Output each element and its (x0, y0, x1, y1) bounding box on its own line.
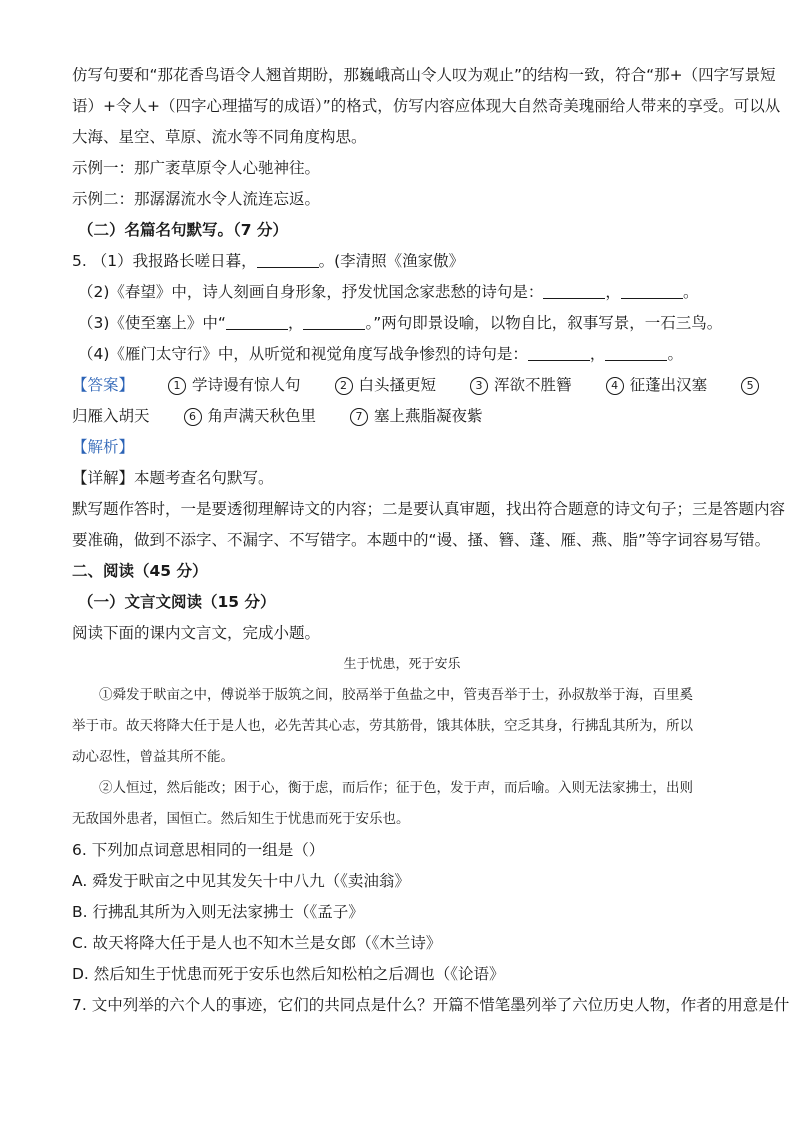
answer-blank[interactable] (543, 284, 605, 299)
passage-p1-line-2: 举于市。故天将降大任于是人也，必先苦其心志，劳其筋骨，饿其体肤，空乏其身，行拂乱其所为，所以 (72, 718, 693, 734)
answer-item-7 (350, 401, 483, 432)
question-6: 6. 下列加点词意思相同的一组是（） (72, 841, 325, 859)
answer-label: 【答案】 (72, 376, 135, 394)
q5-2-suffix: 。 (682, 283, 699, 301)
answer-item-4 (606, 370, 708, 401)
circled-number: 4 (606, 377, 624, 395)
answer-row-1 (72, 370, 754, 401)
circled-number: 5 (741, 377, 759, 395)
answer-item-6 (184, 401, 317, 432)
circled-number: 1 (168, 377, 186, 395)
analysis-paragraph-line-2: 要准确，做到不添字、不漏字、不写错字。本题中的“谩、搔、簪、蓬、雁、燕、脂”等字词容易写错。 (72, 531, 771, 549)
answer-text: 学诗谩有惊人句 (192, 376, 301, 394)
answer-blank[interactable] (226, 315, 288, 330)
circled-number: 2 (335, 377, 353, 395)
answer-item-5-text: 归雁入胡天 (72, 407, 150, 425)
circled-number: 7 (350, 408, 368, 426)
q5-1-prefix: 5. （1）我报路长嗟日暮， (72, 252, 257, 270)
reading-instruction: 阅读下面的课内文言文，完成小题。 (72, 624, 321, 642)
q5-2-mid: ， (605, 283, 621, 301)
q5-4-prefix: （4)《雁门太守行》中，从听觉和视觉角度写战争惨烈的诗句是： (78, 345, 528, 363)
answer-text: 征蓬出汉塞 (629, 376, 708, 394)
analysis-label: 【解析】 (72, 438, 135, 456)
answer-text: 浑欲不胜簪 (494, 376, 572, 394)
question-5-2 (72, 277, 732, 308)
q5-3-mid: ， (287, 314, 304, 332)
passage-p2-line-2: 无敌国外患者，国恒亡。然后知生于忧患而死于安乐也。 (72, 811, 410, 827)
question-6-option-a[interactable]: A. 舜发于畎亩之中见其发矢十中八九（《卖油翁》 (72, 872, 410, 890)
answer-blank[interactable] (303, 315, 365, 330)
passage-p1-line-3: 动心忍性，曾益其所不能。 (72, 749, 234, 765)
answer-blank[interactable] (605, 346, 667, 361)
passage-title: 生于忧患，死于安乐 (343, 657, 461, 672)
q5-2-prefix: （2)《春望》中，诗人刻画自身形象，抒发忧国念家悲愁的诗句是： (78, 283, 544, 301)
section-heading-reading: 二、阅读（45 分） (72, 562, 208, 580)
example-1: 示例一：那广袤草原令人心驰神往。 (72, 159, 321, 177)
sub-heading-classical: （一）文言文阅读（15 分） (78, 593, 276, 611)
answer-text: 角声满天秋色里 (207, 407, 317, 425)
question-6-option-c[interactable]: C. 故天将降大任于是人也不知木兰是女郎（《木兰诗》 (72, 934, 442, 952)
answer-item-5-number (741, 370, 765, 401)
answer-text: 塞上燕脂凝夜紫 (374, 407, 483, 425)
circled-number: 3 (470, 377, 488, 395)
classical-passage (72, 680, 732, 835)
question-6-option-d[interactable]: D. 然后知生于忧患而死于安乐也然后知松柏之后凋也（《论语》 (72, 965, 505, 983)
answer-row-2 (72, 401, 732, 432)
passage-p2-line-1: ②人恒过，然后能改；困于心，衡于虑，而后作；征于色，发于声，而后喻。入则无法家拂士，出则 (99, 780, 693, 796)
answer-item-3 (470, 370, 572, 401)
question-5-1 (72, 246, 732, 277)
question-5-3 (72, 308, 732, 339)
answer-item-1 (168, 370, 301, 401)
answer-item-2 (335, 370, 437, 401)
question-5-4 (72, 339, 732, 370)
intro-line-1: 仿写句要和“那花香鸟语令人翘首期盼，那巍峨高山令人叹为观止”的结构一致，符合“那+（四字写景短 (72, 66, 776, 84)
q5-4-suffix: 。 (667, 345, 683, 363)
answer-blank[interactable] (528, 346, 590, 361)
passage-p1-line-1: ①舜发于畎亩之中，傅说举于版筑之间，胶鬲举于鱼盐之中，管夷吾举于士，孙叔敖举于海，百里奚 (99, 687, 693, 703)
answer-blank[interactable] (621, 284, 683, 299)
answer-blank[interactable] (257, 253, 319, 268)
q5-1-suffix: 。(李清照《渔家傲》 (318, 252, 465, 270)
q5-4-mid: ， (589, 345, 606, 363)
question-7: 7. 文中列举的六个人的事迹，它们的共同点是什么？开篇不惜笔墨列举了六位历史人物，作者的用意是什 (72, 996, 790, 1014)
section-heading-mingpian: （二）名篇名句默写。（7 分） (78, 221, 288, 239)
analysis-paragraph-line-1: 默写题作答时，一是要透彻理解诗文的内容；二是要认真审题，找出符合题意的诗文句子；三是答题内容 (72, 500, 786, 518)
intro-line-3: 大海、星空、草原、流水等不同角度构思。 (72, 128, 367, 146)
intro-line-2: 语）+令人+（四字心理描写的成语）”的格式，仿写内容应体现大自然奇美瑰丽给人带来的享受。可以从 (72, 97, 781, 115)
circled-number: 6 (184, 408, 202, 426)
q5-3-suffix: 。”两句即景设喻，以物自比，叙事写景，一石三鸟。 (365, 314, 723, 332)
document-page (72, 60, 790, 1021)
q5-3-prefix: （3)《使至塞上》中“ (78, 314, 226, 332)
analysis-detail: 【详解】本题考查名句默写。 (72, 469, 274, 487)
example-2: 示例二：那潺潺流水令人流连忘返。 (72, 190, 321, 208)
answer-text: 白头搔更短 (358, 376, 437, 394)
question-6-option-b[interactable]: B. 行拂乱其所为入则无法家拂士（《孟子》 (72, 903, 364, 921)
